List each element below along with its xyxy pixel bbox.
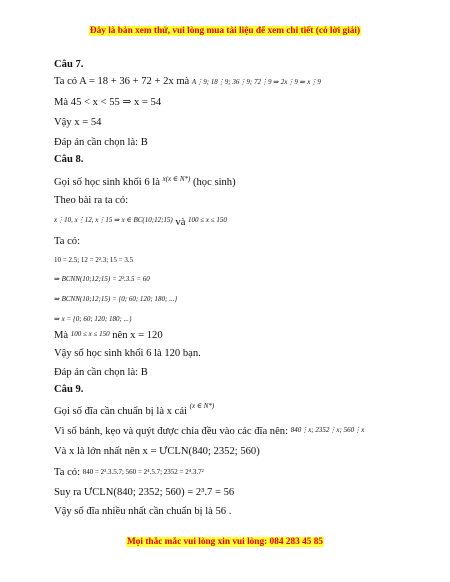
math-range: 100 ≤ x ≤ 150 <box>70 330 110 338</box>
math-range: 100 ≤ x ≤ 150 <box>188 216 227 224</box>
q9-line-define: Gọi số đĩa cần chuẩn bị là x cái $^{(x \in N*)}$ <box>54 402 215 417</box>
q9-line-gcd: Và x là lớn nhất nên x = ƯCLN(840; 2352; 560) <box>54 446 260 457</box>
preview-banner <box>0 26 450 36</box>
math-divisibility: A⋮9; 18⋮9; 36⋮9; 72⋮9 ⇒ 2x⋮9 ⇒ x⋮9 <box>191 78 321 86</box>
contact-footer-text: Mọi thắc mắc vui lòng xin vui lòng: 084 283 45 85 <box>126 537 324 547</box>
q7-conclusion: Vậy x = 54 <box>54 117 102 128</box>
q9-line-divisible: Vì số bánh, kẹo và quýt được chia đều vào các đĩa nên: 840⋮x; 2352⋮x; 560⋮x <box>54 426 365 437</box>
math-bc-set: ⇒ BCNN(10;12;15) = {0; 60; 120; 180; ...} <box>54 295 178 303</box>
q8-line-given: Theo bài ra ta có: <box>54 195 129 206</box>
q8-line-taco: Ta có: <box>54 236 81 247</box>
q7-line-a: Ta có A = 18 + 36 + 72 + 2x mà A⋮9; 18⋮9; 36⋮9; 72⋮9 ⇒ 2x⋮9 ⇒ x⋮9 <box>54 76 321 87</box>
q9-conclusion: Vậy số đĩa nhiều nhất cần chuẩn bị là 56 . <box>54 506 232 517</box>
math-x-set: ⇒ x = {0; 60; 120; 180; ...} <box>54 315 132 323</box>
q8-factor <box>54 253 133 267</box>
q8-conclusion: Vậy số học sinh khối 6 là 120 bạn. <box>54 348 201 359</box>
preview-banner-text: Đây là bản xem thử, vui lòng mua tài liệu để xem chi tiết (có lời giải) <box>89 26 361 36</box>
q8-answer: Đáp án cần chọn là: B <box>54 367 148 378</box>
q9-line-factor: Ta có: 840 = 2³.3.5.7; 560 = 2⁴.5.7; 2352 = 2⁴.3.7² <box>54 467 204 478</box>
math-divisibility: 840⋮x; 2352⋮x; 560⋮x <box>290 426 365 434</box>
q8-x-set <box>54 312 132 326</box>
q8-bc-set <box>54 292 177 306</box>
question-8-heading: Câu 8. <box>54 154 84 165</box>
question-9-heading: Câu 9. <box>54 384 84 395</box>
contact-footer <box>0 537 450 547</box>
question-7-heading: Câu 7. <box>54 59 84 70</box>
math-bcnn: ⇒ BCNN(10;12;15) = 2².3.5 = 60 <box>54 275 150 283</box>
q8-line-define: Gọi số học sinh khối 6 là $^{x(x \in N*)}$ (học sinh) <box>54 175 236 188</box>
math-bc: x⋮10, x⋮12, x⋮15 ⇒ x ∈ BC(10;12;15) <box>54 216 173 224</box>
q7-answer: Đáp án cần chọn là: B <box>54 137 148 148</box>
q8-result: Mà 100 ≤ x ≤ 150 nên x = 120 <box>54 330 163 341</box>
math-x-in-n: (x ∈ N*) <box>189 402 215 410</box>
q8-bcnn <box>54 272 150 286</box>
q8-line-bc: x⋮10, x⋮12, x⋮15 ⇒ x ∈ BC(10;12;15) và 100 ≤ x ≤ 150 <box>54 216 227 228</box>
q7-line-range: Mà 45 < x < 55 ⇒ x = 54 <box>54 97 162 108</box>
math-factorization: 840 = 2³.3.5.7; 560 = 2⁴.5.7; 2352 = 2⁴.3.7² <box>82 468 204 476</box>
math-x-in-n: x(x ∈ N*) <box>162 175 191 183</box>
q9-line-result: Suy ra ƯCLN(840; 2352; 560) = 2³.7 = 56 <box>54 487 235 498</box>
math-factorization: 10 = 2.5; 12 = 2².3; 15 = 3.5 <box>54 256 134 264</box>
